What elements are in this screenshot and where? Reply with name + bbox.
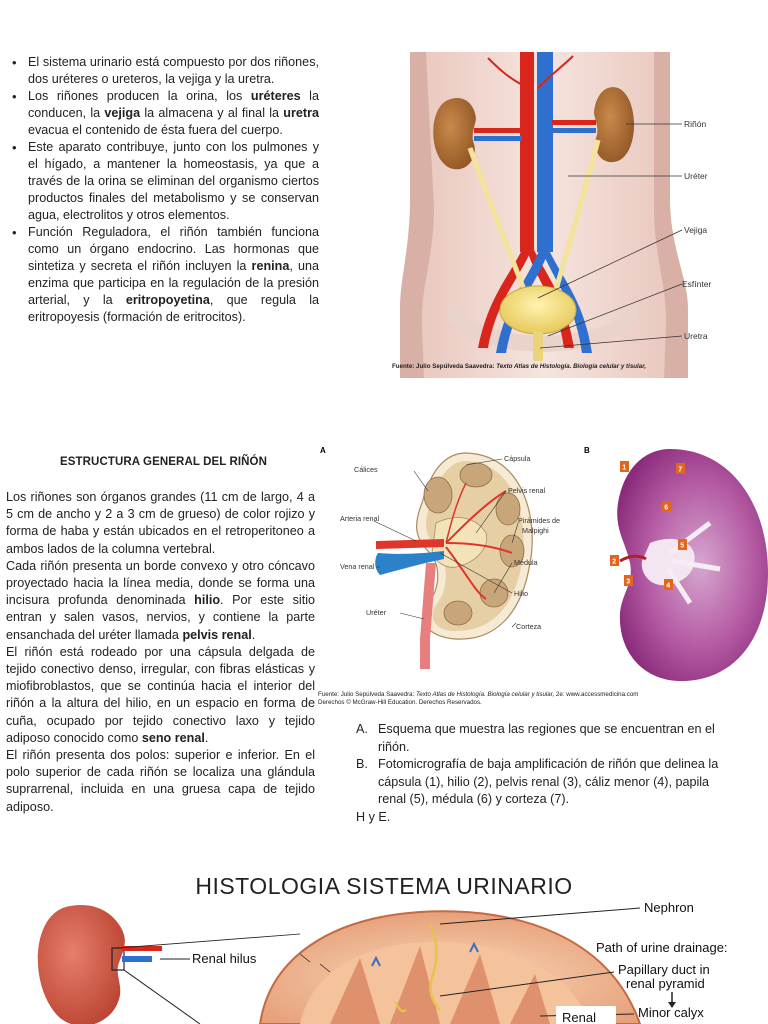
label-calices: Cálices — [354, 465, 378, 474]
bold-term: eritropoyetina — [125, 293, 210, 307]
label-rinon: Riñón — [684, 119, 707, 129]
text-run: , que regula la eritropoyesis (formación de eritrocitos). — [28, 293, 319, 324]
label-minor-calyx: Minor calyx — [638, 1005, 704, 1020]
text-run: El sistema urinario está compuesto por dos riñones, dos uréteres o ureteros, la vejiga y la uretra. — [28, 55, 319, 86]
body-paragraph — [6, 558, 315, 644]
legend-text: Esquema que muestra las regiones que se encuentran en el riñón. — [378, 722, 715, 754]
kidney-section-illustration — [0, 898, 768, 1024]
bold-term: seno renal — [141, 730, 205, 745]
text-run: , una enzima que participa en la regulación de la presión arterial, y la — [28, 259, 319, 307]
section3-title: HISTOLOGIA SISTEMA URINARIO — [195, 873, 573, 899]
figure2-legend — [356, 721, 726, 826]
label-vejiga: Vejiga — [684, 225, 708, 235]
text-run: . Por este sitio entran y salen vasos, nervios, y contiene la parte ensanchada del uréter llamada — [6, 593, 315, 642]
text-run: la almacena y al final la — [140, 106, 284, 120]
urinary-system-figure — [388, 48, 718, 378]
micrograph-marker-label: 6 — [664, 504, 669, 512]
bold-term: vejiga — [104, 106, 141, 120]
body-paragraph — [6, 644, 315, 747]
text-run: Este aparato contribuye, junto con los pulmones y el hígado, a mantener la homeostasis, ya que a través de la orina se eliminan del organismo ciertos productos finales del metabolismo y se conservan agua, electrolitos y otros elementos. — [28, 140, 319, 222]
bullet-item — [8, 54, 319, 88]
section2-body — [6, 489, 315, 816]
text-run: El riñón presenta dos polos: superior e inferior. En el polo superior de cada riñón se localiza una glándula suprarrenal, incluida en una gruesa capa de tejido adiposo. — [6, 748, 315, 814]
legend-item — [356, 721, 726, 756]
label-capsula: Cápsula — [504, 454, 531, 463]
bold-term: pelvis renal — [182, 627, 252, 642]
micrograph-marker-label: 3 — [626, 578, 631, 586]
text-run: Función Reguladora, el riñón también funciona como un órgano endocrino. Las hormonas que sintetiza y secreta el riñón incluyen la — [28, 225, 319, 273]
figure1-caption-italic: Texto Atlas de Histología. Biología celular y tisular, — [496, 363, 646, 370]
bold-term: hilio — [194, 593, 221, 608]
figure2-caption-italic: Texto Atlas de Histología. Biología celular y tisular, — [416, 691, 555, 698]
urinary-system-illustration — [388, 48, 718, 378]
label-hilio: Hilio — [514, 589, 528, 598]
text-run: . — [204, 730, 209, 745]
figure2-caption-prefix: Fuente: Julio Sepúlveda Saavedra: — [318, 691, 417, 698]
bold-term: uretra — [283, 106, 319, 120]
bullet-item — [8, 88, 319, 139]
micrograph-marker-label: 4 — [666, 582, 671, 590]
body-paragraph — [6, 747, 315, 816]
bullet-item — [8, 224, 319, 326]
label-path-urine: Path of urine drainage: — [596, 940, 728, 955]
text-run: Los riñones son órganos grandes (11 cm de largo, 4 a 5 cm de ancho y 2 a 3 cm de grueso) de color rojizo y forma de haba y están ubicados en el retroperitoneo a ambos lados de la columna vertebral. — [6, 490, 315, 556]
kidney-micrograph-figure — [580, 443, 768, 688]
micrograph-marker-label: 5 — [680, 542, 685, 550]
text-run: evacua el contenido de ésta fuera del cuerpo. — [28, 123, 283, 137]
panel-a-label: A — [320, 446, 326, 455]
label-papillary-duct: Papillary duct in — [618, 962, 710, 977]
section2-heading: ESTRUCTURA GENERAL DEL RIÑÓN — [59, 456, 268, 468]
label-nephron: Nephron — [644, 900, 694, 915]
label-arteria-renal: Arteria renal — [340, 514, 380, 523]
legend-marker: B. — [356, 757, 368, 771]
label-ureter: Uréter — [684, 171, 708, 181]
label-vena-renal: Vena renal — [340, 562, 375, 571]
kidney-micrograph — [580, 443, 768, 688]
figure2-caption-line2: Derechos © McGraw-Hill Education. Derechos Reservados. — [318, 698, 482, 706]
bold-term: uréteres — [250, 89, 301, 103]
micrograph-marker-label: 1 — [622, 464, 627, 472]
legend-text: Fotomicrografía de baja amplificación de riñón que delinea la cápsula (1), hilio (2), pelvis renal (3), cáliz menor (4), papila renal (5), médula (6) y corteza (7). — [378, 757, 719, 806]
label-uretra: Uretra — [684, 331, 708, 341]
micrograph-marker-label: 2 — [612, 558, 617, 566]
panel-b-label: B — [584, 446, 590, 455]
figure1-caption-prefix: Fuente: Julio Sepúlveda Saavedra: — [392, 363, 497, 370]
bold-term: renina — [251, 259, 290, 273]
kidney-scheme-illustration — [316, 443, 574, 693]
micrograph-marker-label: 7 — [678, 466, 683, 474]
figure2-caption — [318, 691, 738, 706]
text-run: Los riñones producen la orina, los — [28, 89, 251, 103]
text-run: Cada riñón presenta un borde convexo y otro cóncavo proyectado hacia la línea media, donde se forma una incisura profunda denominada — [6, 558, 315, 608]
label-malpighi: Malpighi — [522, 526, 549, 535]
label-ureter-a: Uréter — [366, 608, 386, 617]
kidney-section-figure — [0, 898, 768, 1024]
body-paragraph — [6, 489, 315, 558]
legend-item — [356, 756, 726, 809]
label-pelvis-renal: Pelvis renal — [508, 486, 546, 495]
text-run: El riñón está rodeado por una cápsula delgada de tejido conectivo denso, irregular, con fibras elásticas y miofibroblastos, que se continúa hacia el interior del riñón a la altura del hilio, en un espacio en forma de cuña, ocupado por tejido conectivo laxo y tejido adiposo conocido como — [6, 644, 315, 745]
label-esfinter: Esfínter — [682, 279, 712, 289]
bullet-item — [8, 139, 319, 224]
label-renal-pyramid: renal pyramid — [626, 976, 705, 991]
legend-marker: A. — [356, 722, 368, 736]
label-renal-hilus: Renal hilus — [192, 951, 257, 966]
intro-bullets — [8, 54, 319, 326]
text-run: la conducen, la — [28, 89, 319, 120]
figure1-caption — [392, 363, 722, 371]
figure2-caption-suffix: 2e: www.accessmedicina.com — [554, 691, 639, 698]
text-run: . — [251, 627, 256, 642]
label-piramides: Pirámides de — [518, 516, 560, 525]
figure2-caption-line1 — [318, 691, 738, 699]
label-medula: Médula — [514, 558, 538, 567]
legend-footer: H y E. — [356, 809, 391, 824]
kidney-scheme-figure — [316, 443, 574, 693]
legend-list — [356, 721, 726, 809]
label-corteza: Corteza — [516, 622, 542, 631]
label-renal: Renal — [562, 1010, 596, 1024]
